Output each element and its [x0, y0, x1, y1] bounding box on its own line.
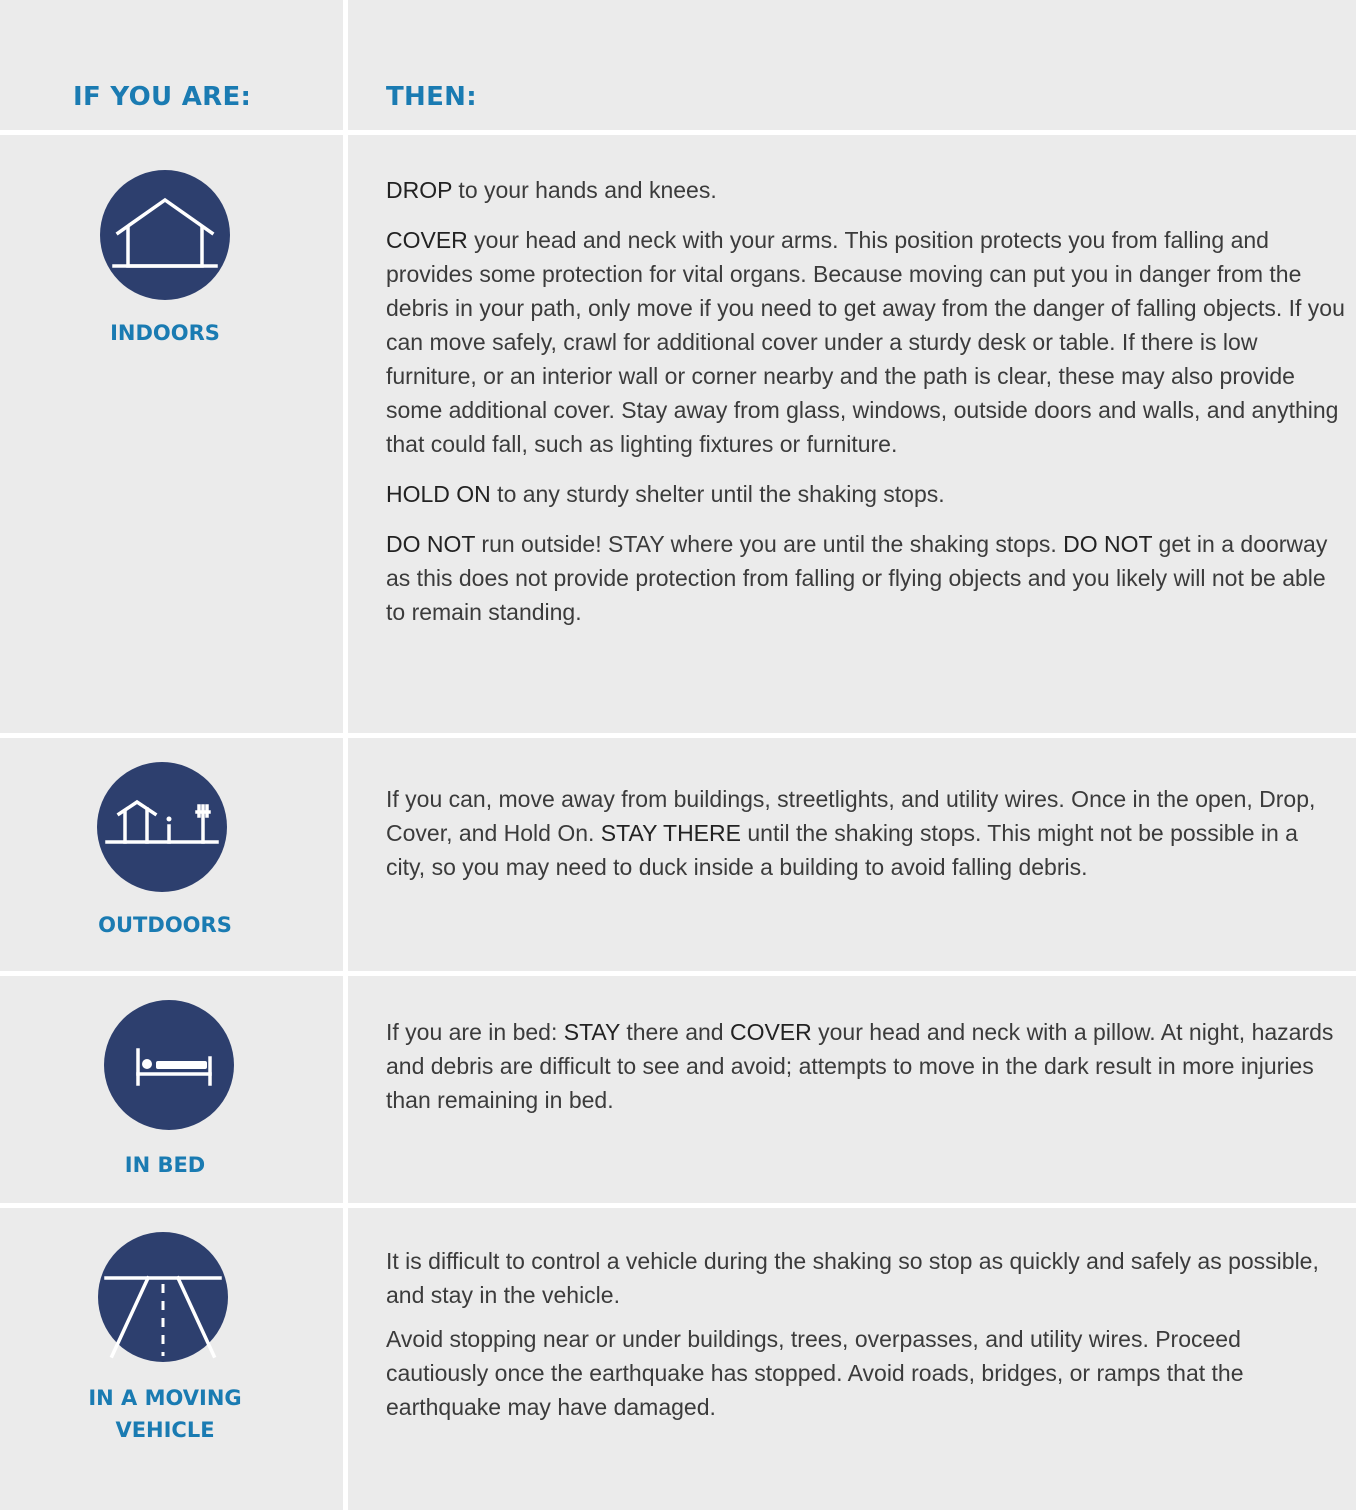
- row-label-vehicle-line1: IN A MOVING: [88, 1386, 242, 1410]
- keyword: HOLD ON: [386, 481, 491, 507]
- header-divider: [0, 130, 1356, 135]
- column-header-if-you-are: IF YOU ARE:: [73, 82, 252, 112]
- column-divider: [343, 0, 348, 1510]
- road-icon: [98, 1232, 228, 1362]
- outdoors-paragraph: If you can, move away from buildings, streetlights, and utility wires. Once in the open, Drop, Cover, and Hold On. STAY THERE until the shaking stops. This might not be possible in a city, so you may need to duck inside a building to avoid falling debris.: [386, 786, 1316, 880]
- row-divider-2: [0, 971, 1356, 976]
- hold-on-instruction: HOLD ON to any sturdy shelter until the shaking stops.: [386, 481, 945, 507]
- keyword: STAY: [563, 1019, 620, 1045]
- vehicle-instructions: [386, 1244, 1351, 1424]
- row-divider-3: [0, 1203, 1356, 1208]
- row-label-in-bed: IN BED: [124, 1153, 206, 1177]
- in-bed-instructions: [386, 1015, 1336, 1117]
- keyword: DROP: [386, 177, 453, 203]
- keyword: DO NOT: [1063, 531, 1153, 557]
- bed-icon: [104, 1000, 234, 1130]
- outdoors-instructions: [386, 782, 1326, 884]
- keyword: DO NOT: [386, 531, 476, 557]
- vehicle-paragraph-2: Avoid stopping near or under buildings, trees, overpasses, and utility wires. Proceed cautiously once the earthquake has stopped. Avoid roads, bridges, or ramps that the earthquake may have damaged.: [386, 1326, 1244, 1420]
- column-header-then: THEN:: [386, 82, 477, 112]
- indoors-instructions: [386, 173, 1351, 629]
- outdoor-scene-icon: [97, 762, 227, 892]
- row-label-indoors: INDOORS: [110, 321, 220, 345]
- row-divider-1: [0, 733, 1356, 738]
- keyword: COVER: [386, 227, 468, 253]
- row-label-vehicle-line2: VEHICLE: [115, 1418, 215, 1442]
- do-not-instruction: DO NOT run outside! STAY where you are until the shaking stops. DO NOT get in a doorway as this does not provide protection from falling or flying objects and you likely will not be able to remain standing.: [386, 531, 1328, 625]
- drop-instruction: DROP to your hands and knees.: [386, 177, 717, 203]
- house-icon: [100, 170, 230, 300]
- keyword: COVER: [729, 1019, 812, 1045]
- in-bed-paragraph: If you are in bed: STAY there and COVER your head and neck with a pillow. At night, hazards and debris are difficult to see and avoid; attempts to move in the dark result in more injuries than remaining in bed.: [386, 1019, 1334, 1113]
- row-label-outdoors: OUTDOORS: [98, 913, 232, 937]
- cover-instruction: COVER your head and neck with your arms. This position protects you from falling and provides some protection for vital organs. Because moving can put you in danger from the debris in your path, only move if you need to get away from the danger of falling objects. If you can move safely, crawl for additional cover under a sturdy desk or table. If there is low furniture, or an interior wall or corner nearby and the path is clear, these may also provide some additional cover. Stay away from glass, windows, outside doors and walls, and anything that could fall, such as lighting fixtures or furniture.: [386, 227, 1345, 457]
- keyword: STAY THERE: [600, 820, 741, 846]
- vehicle-paragraph-1: It is difficult to control a vehicle during the shaking so stop as quickly and safely as possible, and stay in the vehicle.: [386, 1248, 1319, 1308]
